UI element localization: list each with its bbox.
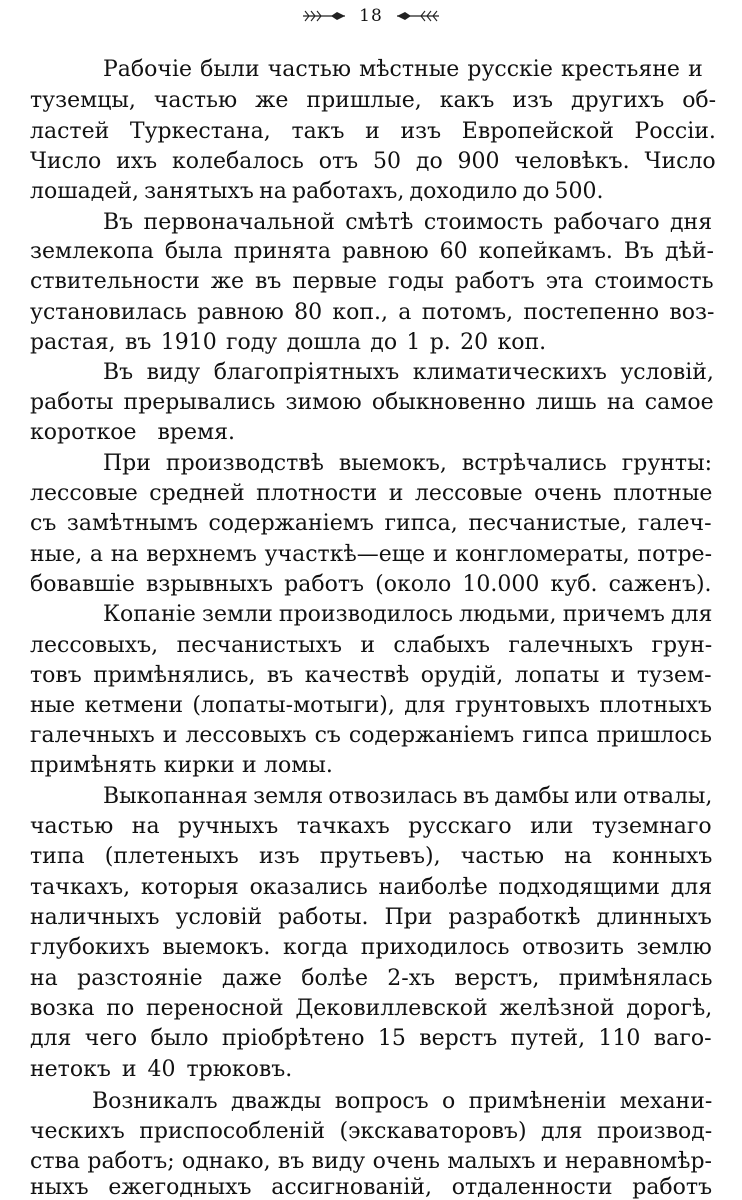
page-number: 18 bbox=[359, 6, 383, 26]
text-line: ствительности же въ первые годы работъ эта стоимость bbox=[30, 269, 714, 294]
text-line: короткое время. bbox=[30, 420, 235, 445]
text-line: примѣнять кирки и ломы. bbox=[30, 753, 333, 778]
text-line: наличныхъ условій работы. При разработкѣ длинныхъ bbox=[30, 905, 712, 930]
text-line: типа (плетеныхъ изъ прутьевъ), частью на конныхъ bbox=[30, 844, 713, 869]
text-line: галечныхъ и лессовыхъ съ содержаніемъ гипса пришлось bbox=[30, 723, 712, 748]
text-line: Возникалъ дважды вопросъ о примѣненіи механи- bbox=[92, 1089, 713, 1114]
text-line: Число ихъ колебалось отъ 50 до 900 человѣкъ. Число bbox=[30, 149, 716, 174]
text-line: частью на ручныхъ тачкахъ русскаго или туземнаго bbox=[30, 814, 712, 839]
text-line: ные кетмени (лопаты-мотыги), для грунтовыхъ плотныхъ bbox=[30, 693, 713, 718]
text-line: для чего было пріобрѣтено 15 верстъ путей, 110 ваго- bbox=[30, 1026, 712, 1051]
text-line: установилась равною 80 коп., а потомъ, постепенно воз- bbox=[30, 300, 715, 325]
text-line: Выкопанная земля отвозилась въ дамбы или отвалы, bbox=[103, 784, 713, 809]
text-line: ные, а на верхнемъ участкѣ—еще и конгломераты, потре- bbox=[30, 542, 713, 567]
text-line: работы прерывались зимою обыкновенно лишь на самое bbox=[30, 390, 714, 415]
text-line: нетокъ и 40 трюковъ. bbox=[30, 1057, 293, 1082]
text-line: землекопа была принята равною 60 копейкамъ. Въ дѣй- bbox=[30, 239, 714, 264]
text-line: тачкахъ, которыя оказались наиболѣе подходящими для bbox=[30, 875, 713, 900]
text-line: При производствѣ выемокъ, встрѣчались грунты: bbox=[103, 451, 713, 476]
text-line: Рабочіе были частью мѣстные русскіе крестьяне и bbox=[103, 57, 703, 82]
text-line: ческихъ приспособленій (экскаваторовъ) для производ- bbox=[30, 1119, 713, 1144]
text-line: на разстояніе даже болѣе 2-хъ верстъ, примѣнялась bbox=[30, 966, 713, 991]
text-line: Въ виду благопріятныхъ климатическихъ условій, bbox=[103, 360, 714, 385]
text-line: лессовые средней плотности и лессовые очень плотные bbox=[30, 481, 713, 506]
text-line: ства работъ; однако, въ виду очень малыхъ и неравномѣр- bbox=[30, 1149, 712, 1174]
text-line: лошадей, занятыхъ на работахъ, доходило до 500. bbox=[30, 179, 604, 204]
text-line: растая, въ 1910 году дошла до 1 р. 20 коп. bbox=[30, 330, 547, 355]
text-line: туземцы, частью же пришлые, какъ изъ другихъ об- bbox=[30, 88, 717, 113]
text-line: товъ примѣнялись, въ качествѣ орудій, лопаты и тузем- bbox=[30, 663, 712, 688]
text-line: Копаніе земли производилось людьми, причемъ для bbox=[103, 602, 713, 627]
text-line: ластей Туркестана, такъ и изъ Европейской Россіи. bbox=[30, 119, 716, 144]
text-line: возка по переносной Дековиллевской желѣзной дорогѣ, bbox=[30, 996, 713, 1021]
text-line: съ замѣтнымъ содержаніемъ гипса, песчанистые, галеч- bbox=[30, 511, 712, 536]
text-line: бовавшіе взрывныхъ работъ (около 10.000 куб. саженъ). bbox=[30, 572, 712, 597]
text-line: глубокихъ выемокъ. когда приходилось отвозить землю bbox=[30, 935, 712, 960]
text-line: лессовыхъ, песчанистыхъ и слабыхъ галечныхъ грун- bbox=[30, 633, 713, 658]
text-line: ныхъ ежегодныхъ ассигнованій, отдаленности работъ bbox=[30, 1175, 713, 1200]
text-line: Въ первоначальной смѣтѣ стоимость рабочаго дня bbox=[103, 210, 713, 235]
